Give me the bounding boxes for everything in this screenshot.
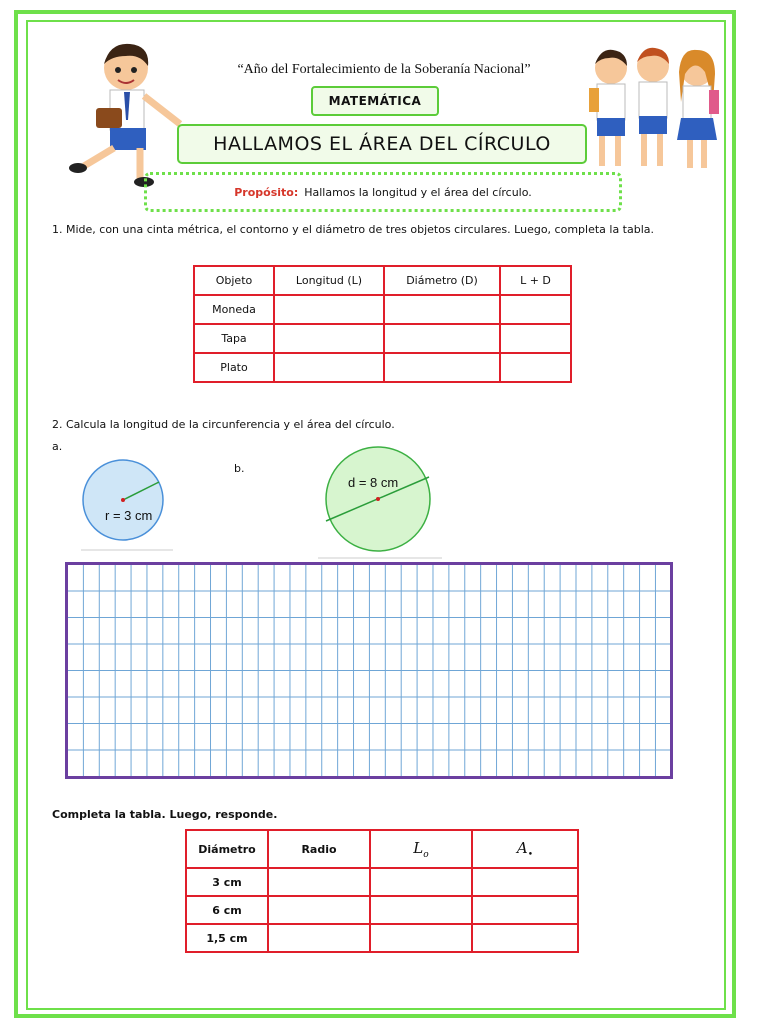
row-label-1-5cm: 1,5 cm [186,924,268,952]
header-radio: Radio [268,830,370,868]
header-a-subscript: • [527,849,534,860]
header-diametro: Diámetro (D) [384,266,500,295]
header-objeto: Objeto [194,266,274,295]
answer-cell[interactable] [384,353,500,382]
item-a-label: a. [52,440,63,453]
header-l-symbol: L [413,838,424,857]
answer-cell[interactable] [472,924,578,952]
row-label-plato: Plato [194,353,274,382]
table-row [186,868,578,896]
circle-b-diameter-label: d = 8 cm [348,475,399,490]
question-2-instruction: 2. Calcula la longitud de la circunferencia y el área del círculo. [52,418,395,431]
header-a-symbol: A [516,838,528,857]
row-label-moneda: Moneda [194,295,274,324]
answer-cell[interactable] [500,324,571,353]
answer-cell[interactable] [370,924,472,952]
answer-cell[interactable] [384,295,500,324]
year-motto: “Año del Fortalecimiento de la Soberanía Nacional” [237,62,531,77]
table-row [186,896,578,924]
circle-values-table [185,829,579,953]
table-row [194,353,571,382]
answer-cell[interactable] [500,353,571,382]
table-header-row [186,830,578,868]
header-area-symbol [472,830,578,868]
answer-cell[interactable] [274,324,384,353]
purpose-box [144,172,622,212]
page-title: HALLAMOS EL ÁREA DEL CÍRCULO [177,124,587,164]
header-l-subscript: o [423,849,429,860]
answer-cell[interactable] [268,924,370,952]
circle-a-diagram [77,444,177,552]
header-l-plus-d: L + D [500,266,571,295]
answer-cell[interactable] [472,868,578,896]
answer-cell[interactable] [370,868,472,896]
circle-b-diagram [318,437,442,559]
row-label-tapa: Tapa [194,324,274,353]
header-longitud: Longitud (L) [274,266,384,295]
purpose-text: Hallamos la longitud y el área del círculo. [304,185,532,199]
answer-cell[interactable] [384,324,500,353]
answer-cell[interactable] [268,868,370,896]
answer-cell[interactable] [370,896,472,924]
answer-cell[interactable] [472,896,578,924]
table-header-row [194,266,571,295]
row-label-3cm: 3 cm [186,868,268,896]
table-row [194,295,571,324]
table-row [194,324,571,353]
header-diametro: Diámetro [186,830,268,868]
table-row [186,924,578,952]
objects-measure-table [193,265,572,383]
grid-work-area[interactable] [65,562,673,779]
answer-cell[interactable] [500,295,571,324]
question-3-instruction: Completa la tabla. Luego, responde. [52,808,278,821]
purpose-label: Propósito: [234,185,299,199]
student-running-illustration [60,38,190,188]
answer-cell[interactable] [268,896,370,924]
circle-a-radius-label: r = 3 cm [105,508,153,523]
row-label-6cm: 6 cm [186,896,268,924]
answer-cell[interactable] [274,295,384,324]
header-longitud-symbol [370,830,472,868]
subject-label: MATEMÁTICA [311,86,439,116]
question-1-instruction: 1. Mide, con una cinta métrica, el contorno y el diámetro de tres objetos circulares. Luego, completa la tabla. [52,223,655,236]
item-b-label: b. [234,462,245,475]
answer-cell[interactable] [274,353,384,382]
